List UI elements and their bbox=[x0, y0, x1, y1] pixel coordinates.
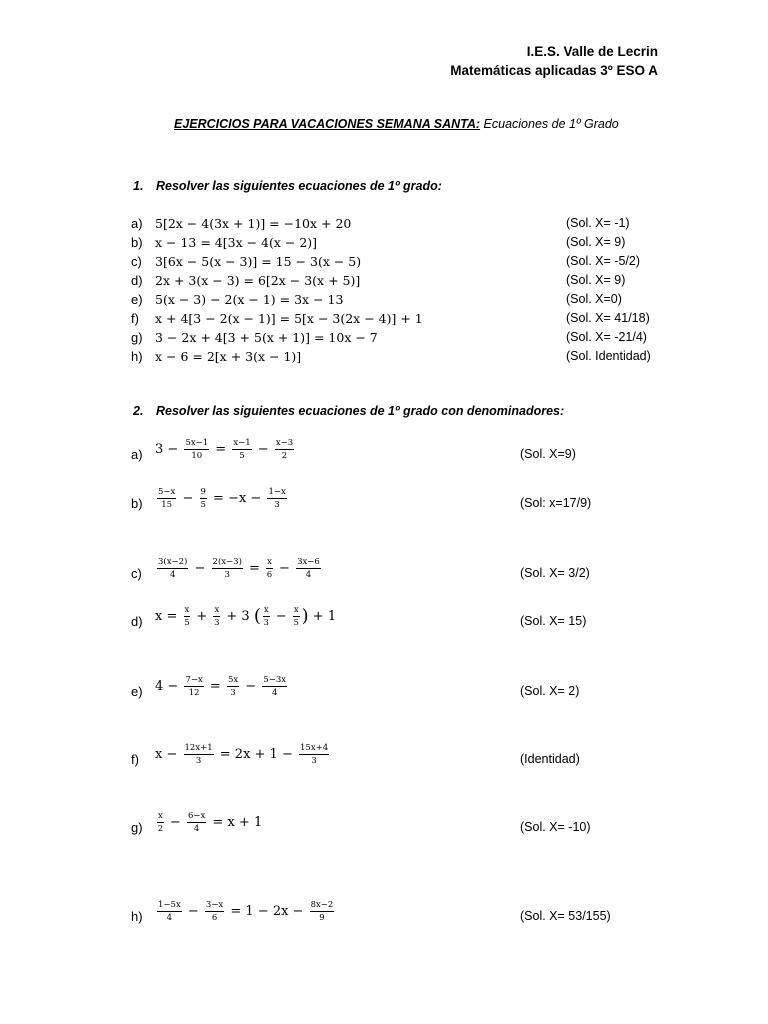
fraction-denominator: 4 bbox=[166, 913, 173, 923]
fraction bbox=[157, 487, 176, 510]
solution: (Sol. X= -1) bbox=[566, 216, 630, 230]
equation-term: 3 − bbox=[155, 442, 183, 457]
solution: (Sol. Identidad) bbox=[566, 349, 651, 363]
solution: (Sol. X= 2) bbox=[520, 684, 580, 698]
fraction bbox=[310, 900, 335, 923]
section2-text: Resolver las siguientes ecuaciones de 1º grado con denominadores: bbox=[156, 404, 565, 418]
equation-term: = x + 1 bbox=[208, 815, 263, 830]
fraction bbox=[213, 605, 220, 628]
fraction bbox=[275, 438, 294, 461]
fraction-denominator: 4 bbox=[169, 570, 176, 580]
item-label: b) bbox=[131, 235, 143, 250]
equation-term: + bbox=[192, 609, 212, 624]
equation-term: − bbox=[271, 609, 291, 624]
equation-term: − bbox=[274, 561, 295, 576]
fraction bbox=[157, 900, 182, 923]
solution: (Sol: x=17/9) bbox=[520, 496, 592, 510]
equation: 2x + 3(x − 3) = 6[2x − 3(x + 5)] bbox=[155, 273, 361, 288]
equation-term: = bbox=[211, 442, 231, 457]
equation-term: + 3 bbox=[222, 609, 254, 624]
equation-term: 4 − bbox=[155, 679, 183, 694]
fraction-numerator: 9 bbox=[200, 487, 206, 497]
equation: x − 13 = 4[3x − 4(x − 2)] bbox=[155, 235, 318, 250]
equation bbox=[155, 675, 289, 698]
equation bbox=[155, 811, 262, 834]
fraction-numerator: 6−x bbox=[187, 811, 206, 821]
fraction-numerator: x bbox=[158, 811, 163, 821]
fraction-denominator: 4 bbox=[271, 688, 278, 698]
solution: (Sol. X=9) bbox=[520, 447, 576, 461]
equation-term: − bbox=[190, 561, 210, 576]
equation bbox=[155, 438, 296, 461]
fraction-denominator: 3 bbox=[274, 500, 280, 510]
fraction bbox=[299, 743, 329, 766]
fraction-numerator: 8x−2 bbox=[310, 900, 334, 910]
fraction-denominator: 5 bbox=[239, 451, 245, 461]
equation bbox=[155, 557, 323, 580]
parenthesis: ) bbox=[301, 605, 309, 627]
fraction-denominator: 3 bbox=[214, 618, 220, 628]
solution: (Sol. X= 9) bbox=[566, 273, 626, 287]
fraction-numerator: 15x+4 bbox=[300, 743, 329, 753]
fraction bbox=[187, 811, 206, 834]
equation: 3[6x − 5(x − 3)] = 15 − 3(x − 5) bbox=[155, 254, 362, 269]
parenthesis: ( bbox=[253, 605, 261, 627]
fraction-denominator: 3 bbox=[230, 688, 236, 698]
fraction bbox=[184, 675, 203, 698]
equation: 5[2x − 4(3x + 1)] = −10x + 20 bbox=[155, 216, 352, 231]
item-label: h) bbox=[131, 909, 143, 924]
document-title bbox=[174, 117, 619, 131]
fraction bbox=[157, 557, 188, 580]
equation: 5(x − 3) − 2(x − 1) = 3x − 13 bbox=[155, 292, 344, 307]
fraction-denominator: 2 bbox=[157, 824, 164, 834]
fraction-denominator: 12 bbox=[188, 688, 200, 698]
solution: (Sol. X= -5/2) bbox=[566, 254, 640, 268]
item-label: f) bbox=[131, 752, 139, 767]
equation-term: = bbox=[244, 561, 265, 576]
fraction bbox=[296, 557, 321, 580]
equation bbox=[155, 900, 336, 923]
solution: (Sol. X= 3/2) bbox=[520, 566, 590, 580]
title-main: EJERCICIOS PARA VACACIONES SEMANA SANTA: bbox=[174, 117, 481, 131]
item-label: d) bbox=[131, 273, 143, 288]
item-label: f) bbox=[131, 311, 139, 326]
course-name: Matemáticas aplicadas 3º ESO A bbox=[450, 63, 658, 78]
fraction bbox=[157, 811, 164, 834]
fraction-denominator: 5 bbox=[293, 618, 299, 628]
equation-term: = −x − bbox=[208, 491, 266, 506]
fraction-denominator: 15 bbox=[161, 500, 173, 510]
solution: (Sol. X= 15) bbox=[520, 614, 587, 628]
equation-term: x − bbox=[155, 747, 182, 762]
item-label: c) bbox=[131, 566, 142, 581]
equation-term: − bbox=[253, 442, 273, 457]
fraction bbox=[262, 675, 287, 698]
item-label: g) bbox=[131, 820, 143, 835]
fraction-numerator: 5−x bbox=[158, 487, 176, 497]
fraction-numerator: 3x−6 bbox=[297, 557, 320, 567]
solution: (Sol. X= 41/18) bbox=[566, 311, 650, 325]
fraction-numerator: x bbox=[263, 605, 269, 615]
document-header bbox=[450, 42, 658, 80]
equation bbox=[155, 605, 336, 628]
fraction-numerator: 1−5x bbox=[158, 900, 181, 910]
section1-text: Resolver las siguientes ecuaciones de 1º grado: bbox=[156, 179, 442, 193]
equation-term: = 1 − 2x − bbox=[226, 904, 308, 919]
item-label: c) bbox=[131, 254, 142, 269]
fraction-denominator: 4 bbox=[305, 570, 312, 580]
school-name: I.E.S. Valle de Lecrin bbox=[526, 44, 658, 59]
fraction-denominator: 6 bbox=[266, 570, 273, 580]
fraction bbox=[212, 557, 243, 580]
fraction bbox=[205, 900, 224, 923]
fraction-denominator: 10 bbox=[191, 451, 203, 461]
equation: 3 − 2x + 4[3 + 5(x + 1)] = 10x − 7 bbox=[155, 330, 378, 345]
item-label: a) bbox=[131, 216, 143, 231]
item-label: g) bbox=[131, 330, 143, 345]
equation bbox=[155, 487, 289, 510]
fraction bbox=[227, 675, 239, 698]
fraction-numerator: 5−3x bbox=[263, 675, 287, 685]
section2-heading bbox=[133, 404, 564, 418]
item-label: e) bbox=[131, 684, 143, 699]
fraction-denominator: 3 bbox=[263, 618, 269, 628]
fraction-denominator: 3 bbox=[224, 570, 230, 580]
fraction-numerator: 5x−1 bbox=[185, 438, 209, 448]
title-subtitle: Ecuaciones de 1º Grado bbox=[483, 117, 619, 131]
fraction-denominator: 3 bbox=[311, 756, 317, 766]
fraction-numerator: x bbox=[267, 557, 272, 567]
equation: x − 6 = 2[x + 3(x − 1)] bbox=[155, 349, 302, 364]
equation-term: − bbox=[183, 904, 203, 919]
fraction-numerator: 2(x−3) bbox=[212, 557, 242, 567]
solution: (Identidad) bbox=[520, 752, 580, 766]
section1-heading bbox=[133, 179, 442, 193]
fraction-denominator: 3 bbox=[195, 756, 202, 766]
equation-term: − bbox=[165, 815, 185, 830]
fraction-denominator: 5 bbox=[184, 618, 190, 628]
solution: (Sol. X= 53/155) bbox=[520, 909, 611, 923]
fraction-numerator: 7−x bbox=[185, 675, 203, 685]
solution: (Sol. X= -21/4) bbox=[566, 330, 647, 344]
fraction-numerator: x bbox=[293, 605, 299, 615]
section2-number: 2. bbox=[133, 404, 144, 418]
fraction bbox=[266, 557, 273, 580]
equation-term: − bbox=[178, 491, 198, 506]
fraction-numerator: 1−x bbox=[268, 487, 286, 497]
fraction-denominator: 9 bbox=[319, 913, 325, 923]
equation-term: = bbox=[205, 679, 225, 694]
fraction bbox=[267, 487, 286, 510]
fraction-numerator: 3(x−2) bbox=[158, 557, 188, 567]
item-label: a) bbox=[131, 447, 143, 462]
fraction-numerator: x bbox=[184, 605, 190, 615]
fraction bbox=[293, 605, 300, 628]
equation: x + 4[3 − 2(x − 1)] = 5[x − 3(2x − 4)] + 1 bbox=[155, 311, 423, 326]
fraction-denominator: 2 bbox=[281, 451, 288, 461]
item-label: h) bbox=[131, 349, 143, 364]
solution: (Sol. X=0) bbox=[566, 292, 622, 306]
fraction-numerator: 5x bbox=[227, 675, 239, 685]
equation-term: − bbox=[241, 679, 261, 694]
fraction bbox=[263, 605, 270, 628]
equation-term: + 1 bbox=[308, 609, 337, 624]
fraction-numerator: 3−x bbox=[205, 900, 224, 910]
equation-term: = 2x + 1 − bbox=[215, 747, 297, 762]
fraction-denominator: 6 bbox=[211, 913, 218, 923]
solution: (Sol. X= 9) bbox=[566, 235, 626, 249]
solution: (Sol. X= -10) bbox=[520, 820, 591, 834]
item-label: e) bbox=[131, 292, 143, 307]
equation bbox=[155, 743, 331, 766]
fraction-denominator: 4 bbox=[193, 824, 200, 834]
fraction bbox=[184, 743, 214, 766]
fraction-numerator: x−1 bbox=[233, 438, 251, 448]
equation-term: x = bbox=[155, 609, 182, 624]
fraction bbox=[184, 438, 209, 461]
fraction-numerator: x bbox=[214, 605, 220, 615]
fraction-numerator: 12x+1 bbox=[184, 743, 213, 753]
item-label: d) bbox=[131, 614, 143, 629]
item-label: b) bbox=[131, 496, 143, 511]
fraction bbox=[200, 487, 207, 510]
fraction-numerator: x−3 bbox=[275, 438, 294, 448]
section1-number: 1. bbox=[133, 179, 144, 193]
fraction-denominator: 5 bbox=[200, 500, 206, 510]
fraction bbox=[232, 438, 251, 461]
fraction bbox=[184, 605, 191, 628]
